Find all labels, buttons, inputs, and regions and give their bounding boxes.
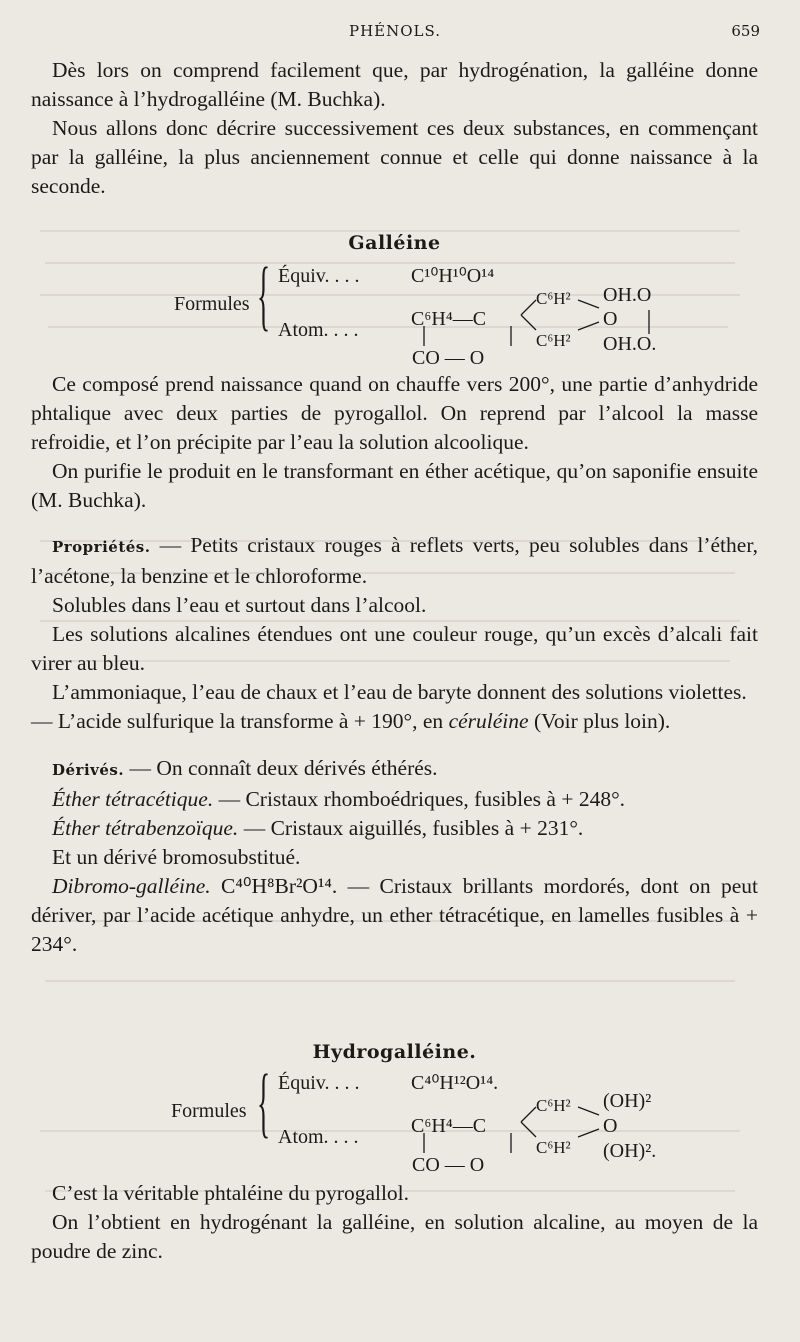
solubility-3: L’ammoniaque, l’eau de chaux et l’eau de baryte donnent des solutions violettes.: [52, 680, 747, 704]
properties-label: Propriétés.: [52, 538, 151, 556]
atom-top-group: OH.O: [603, 284, 652, 306]
galleine-heading: Galléine: [348, 232, 441, 254]
galleine-derivatives: Dérivés. — On connaît deux dérivés éthérés.: [52, 756, 438, 780]
galleine-formula: [31, 251, 758, 370]
derivative-dibromo: Dibromo-galléine. C⁴⁰H⁸Br²O¹⁴. — Cristaux brillants mordorés, dont on peut dériver, par l’acide acétique anhydre, un ether tétracétique, en lamelles fusibles à + 234°.: [31, 874, 758, 956]
atom-co: CO — O: [412, 347, 485, 369]
atom-label: Atom. . . .: [278, 1126, 359, 1148]
galleine-properties: Propriétés. — Petits cristaux rouges à reflets verts, peu solubles dans l’éther, l’acétone, la benzine et le chloroforme.: [31, 533, 758, 588]
derivative-tetrabenzoique: Éther tétrabenzoïque. — Cristaux aiguillés, fusibles à + 231°.: [52, 816, 584, 840]
intro-paragraph-1: Dès lors on comprend facilement que, par hydrogénation, la galléine donne naissance à l’hydrogalléine (M. Buchka).: [31, 58, 758, 111]
equiv-value: C⁴⁰H¹²O¹⁴.: [411, 1072, 499, 1094]
hydrogalleine-paragraph-1: C’est la véritable phtaléine du pyrogallol.: [52, 1181, 410, 1205]
atom-mid-group: O: [603, 308, 618, 330]
running-title: PHÉNOLS.: [348, 22, 442, 40]
formula-label: Formules: [171, 1100, 247, 1122]
brace-icon: {: [257, 1058, 271, 1145]
atom-main: C⁶H⁴—C: [411, 1115, 487, 1137]
galleine-preparation-1: Ce composé prend naissance quand on chauffe vers 200°, une partie d’anhydride phtalique avec deux parties de pyrogallol. On reprend par l’alcool la masse refroidie, et l’on précipite par l’eau la solution alcoolique.: [31, 372, 758, 454]
formula-bonds: [411, 1085, 671, 1165]
derivatives-label: Dérivés.: [52, 761, 125, 779]
formula-label: Formules: [174, 293, 250, 315]
atom-main: C⁶H⁴—C: [411, 308, 487, 330]
atom-mid-group: O: [603, 1115, 618, 1137]
page-number: 659: [731, 22, 760, 40]
hydrogalleine-formula: [31, 1058, 758, 1179]
solubility-1: Solubles dans l’eau et surtout dans l’alcool.: [52, 593, 427, 617]
atom-top-group: (OH)²: [603, 1090, 652, 1112]
atom-co: CO — O: [412, 1154, 485, 1176]
derivative-bromosubstitue: Et un dérivé bromosubstitué.: [52, 845, 301, 869]
intro-section: [31, 56, 758, 201]
hydrogalleine-section: [31, 1038, 758, 1266]
equiv-value: C¹⁰H¹⁰O¹⁴: [411, 265, 495, 287]
atom-bottom-group: (OH)².: [603, 1140, 657, 1162]
solubility-2: Les solutions alcalines étendues ont une couleur rouge, qu’un excès d’alcali fait virer au bleu.: [31, 622, 758, 675]
intro-paragraph-2: Nous allons donc décrire successivement ces deux substances, en commençant par la galléine, la plus anciennement connue et celle qui donne naissance à la seconde.: [31, 116, 758, 198]
atom-bottom-ring: C⁶H²: [536, 1138, 571, 1157]
atom-top-ring: C⁶H²: [536, 1096, 571, 1115]
atom-bottom-group: OH.O.: [603, 333, 657, 355]
equiv-label: Équiv. . . .: [278, 265, 360, 287]
solubility-4: — L’acide sulfurique la transforme à + 190°, en céruléine (Voir plus loin).: [31, 709, 671, 733]
galleine-section: [31, 229, 758, 959]
atom-top-ring: C⁶H²: [536, 289, 571, 308]
galleine-preparation-2: On purifie le produit en le transformant en éther acétique, qu’on saponifie ensuite (M. Buchka).: [31, 459, 758, 512]
brace-icon: {: [257, 251, 271, 338]
hydrogalleine-heading: Hydrogalléine.: [312, 1041, 477, 1063]
atom-bottom-ring: C⁶H²: [536, 331, 571, 350]
equiv-label: Équiv. . . .: [278, 1072, 360, 1094]
atom-label: Atom. . . .: [278, 319, 359, 341]
running-header: [30, 22, 760, 44]
formula-bonds: [411, 278, 671, 358]
derivative-tetracetique: Éther tétracétique. — Cristaux rhomboédriques, fusibles à + 248°.: [52, 787, 626, 811]
hydrogalleine-paragraph-2: On l’obtient en hydrogénant la galléine, en solution alcaline, au moyen de la poudre de zinc.: [31, 1210, 758, 1263]
